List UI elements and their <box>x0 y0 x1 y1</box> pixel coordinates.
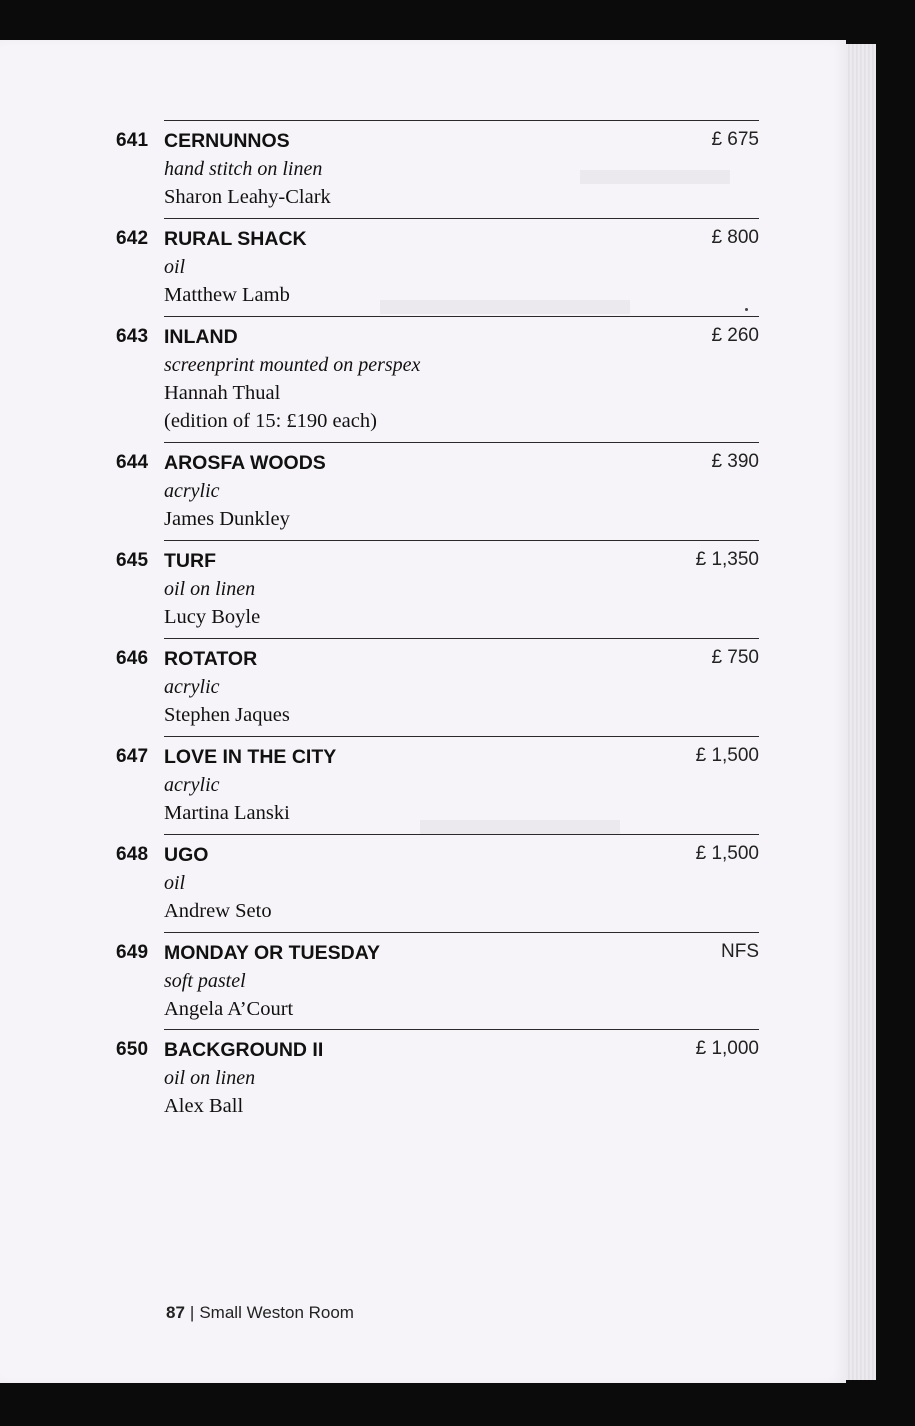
entry-number: 649 <box>116 942 149 963</box>
entry-artist: Hannah Thual <box>164 382 281 404</box>
entry-price: £ 260 <box>711 325 759 346</box>
entry-medium: screenprint mounted on perspex <box>164 354 421 376</box>
entry-artist: Matthew Lamb <box>164 284 290 306</box>
entry-medium: oil <box>164 256 186 278</box>
entry-medium: oil on linen <box>164 578 256 600</box>
entry-number: 650 <box>116 1039 149 1060</box>
entry-price: NFS <box>721 941 759 962</box>
entry-divider <box>164 736 759 737</box>
entry-price: £ 1,350 <box>695 549 759 570</box>
entry-price: £ 1,000 <box>695 1038 759 1059</box>
entry-divider <box>164 1029 759 1030</box>
entry-title: MONDAY OR TUESDAY <box>164 942 380 964</box>
entry-divider <box>164 834 759 835</box>
entry-medium: acrylic <box>164 774 220 796</box>
entry-artist: Lucy Boyle <box>164 606 261 628</box>
entry-title: CERNUNNOS <box>164 130 290 152</box>
entry-artist: Sharon Leahy-Clark <box>164 186 331 208</box>
entry-title: AROSFA WOODS <box>164 452 326 474</box>
entry-title: BACKGROUND II <box>164 1039 324 1061</box>
entry-medium: oil on linen <box>164 1067 256 1089</box>
entry-divider <box>164 932 759 933</box>
entry-medium: acrylic <box>164 480 220 502</box>
show-through <box>580 170 730 184</box>
entry-price: £ 1,500 <box>695 745 759 766</box>
section-name: Small Weston Room <box>199 1303 354 1322</box>
entry-price: £ 750 <box>711 647 759 668</box>
entry-artist: James Dunkley <box>164 508 290 530</box>
entry-number: 644 <box>116 452 149 473</box>
entry-divider <box>164 540 759 541</box>
entry-price: £ 390 <box>711 451 759 472</box>
entry-price: £ 1,500 <box>695 843 759 864</box>
entry-medium: hand stitch on linen <box>164 158 323 180</box>
entry-title: TURF <box>164 550 216 572</box>
entry-medium: soft pastel <box>164 970 246 992</box>
entry-divider <box>164 638 759 639</box>
entry-price: £ 800 <box>711 227 759 248</box>
entry-number: 646 <box>116 648 149 669</box>
page-footer <box>166 1303 354 1323</box>
entry-price: £ 675 <box>711 129 759 150</box>
footer-separator: | <box>189 1303 195 1322</box>
page-number: 87 <box>166 1303 185 1322</box>
entry-divider <box>164 316 759 317</box>
entry-title: ROTATOR <box>164 648 258 670</box>
show-through <box>420 820 620 834</box>
entry-divider <box>164 218 759 219</box>
entry-number: 643 <box>116 326 149 347</box>
entry-title: LOVE IN THE CITY <box>164 746 337 768</box>
entry-title: RURAL SHACK <box>164 228 307 250</box>
entry-artist: Andrew Seto <box>164 900 272 922</box>
entry-artist: Stephen Jaques <box>164 704 290 726</box>
entry-title: UGO <box>164 844 209 866</box>
entry-number: 642 <box>116 228 149 249</box>
entry-divider <box>164 120 759 121</box>
entry-edition-note: (edition of 15: £190 each) <box>164 410 377 432</box>
show-through <box>380 300 630 314</box>
entry-artist: Alex Ball <box>164 1095 244 1117</box>
page-edges <box>846 44 876 1380</box>
entry-artist: Martina Lanski <box>164 802 290 824</box>
print-speck <box>745 308 748 311</box>
entry-artist: Angela A’Court <box>164 998 294 1020</box>
entry-number: 645 <box>116 550 149 571</box>
entry-title: INLAND <box>164 326 238 348</box>
entry-number: 641 <box>116 130 149 151</box>
entry-medium: oil <box>164 872 186 894</box>
entry-divider <box>164 442 759 443</box>
entry-medium: acrylic <box>164 676 220 698</box>
entry-number: 647 <box>116 746 149 767</box>
entry-number: 648 <box>116 844 149 865</box>
